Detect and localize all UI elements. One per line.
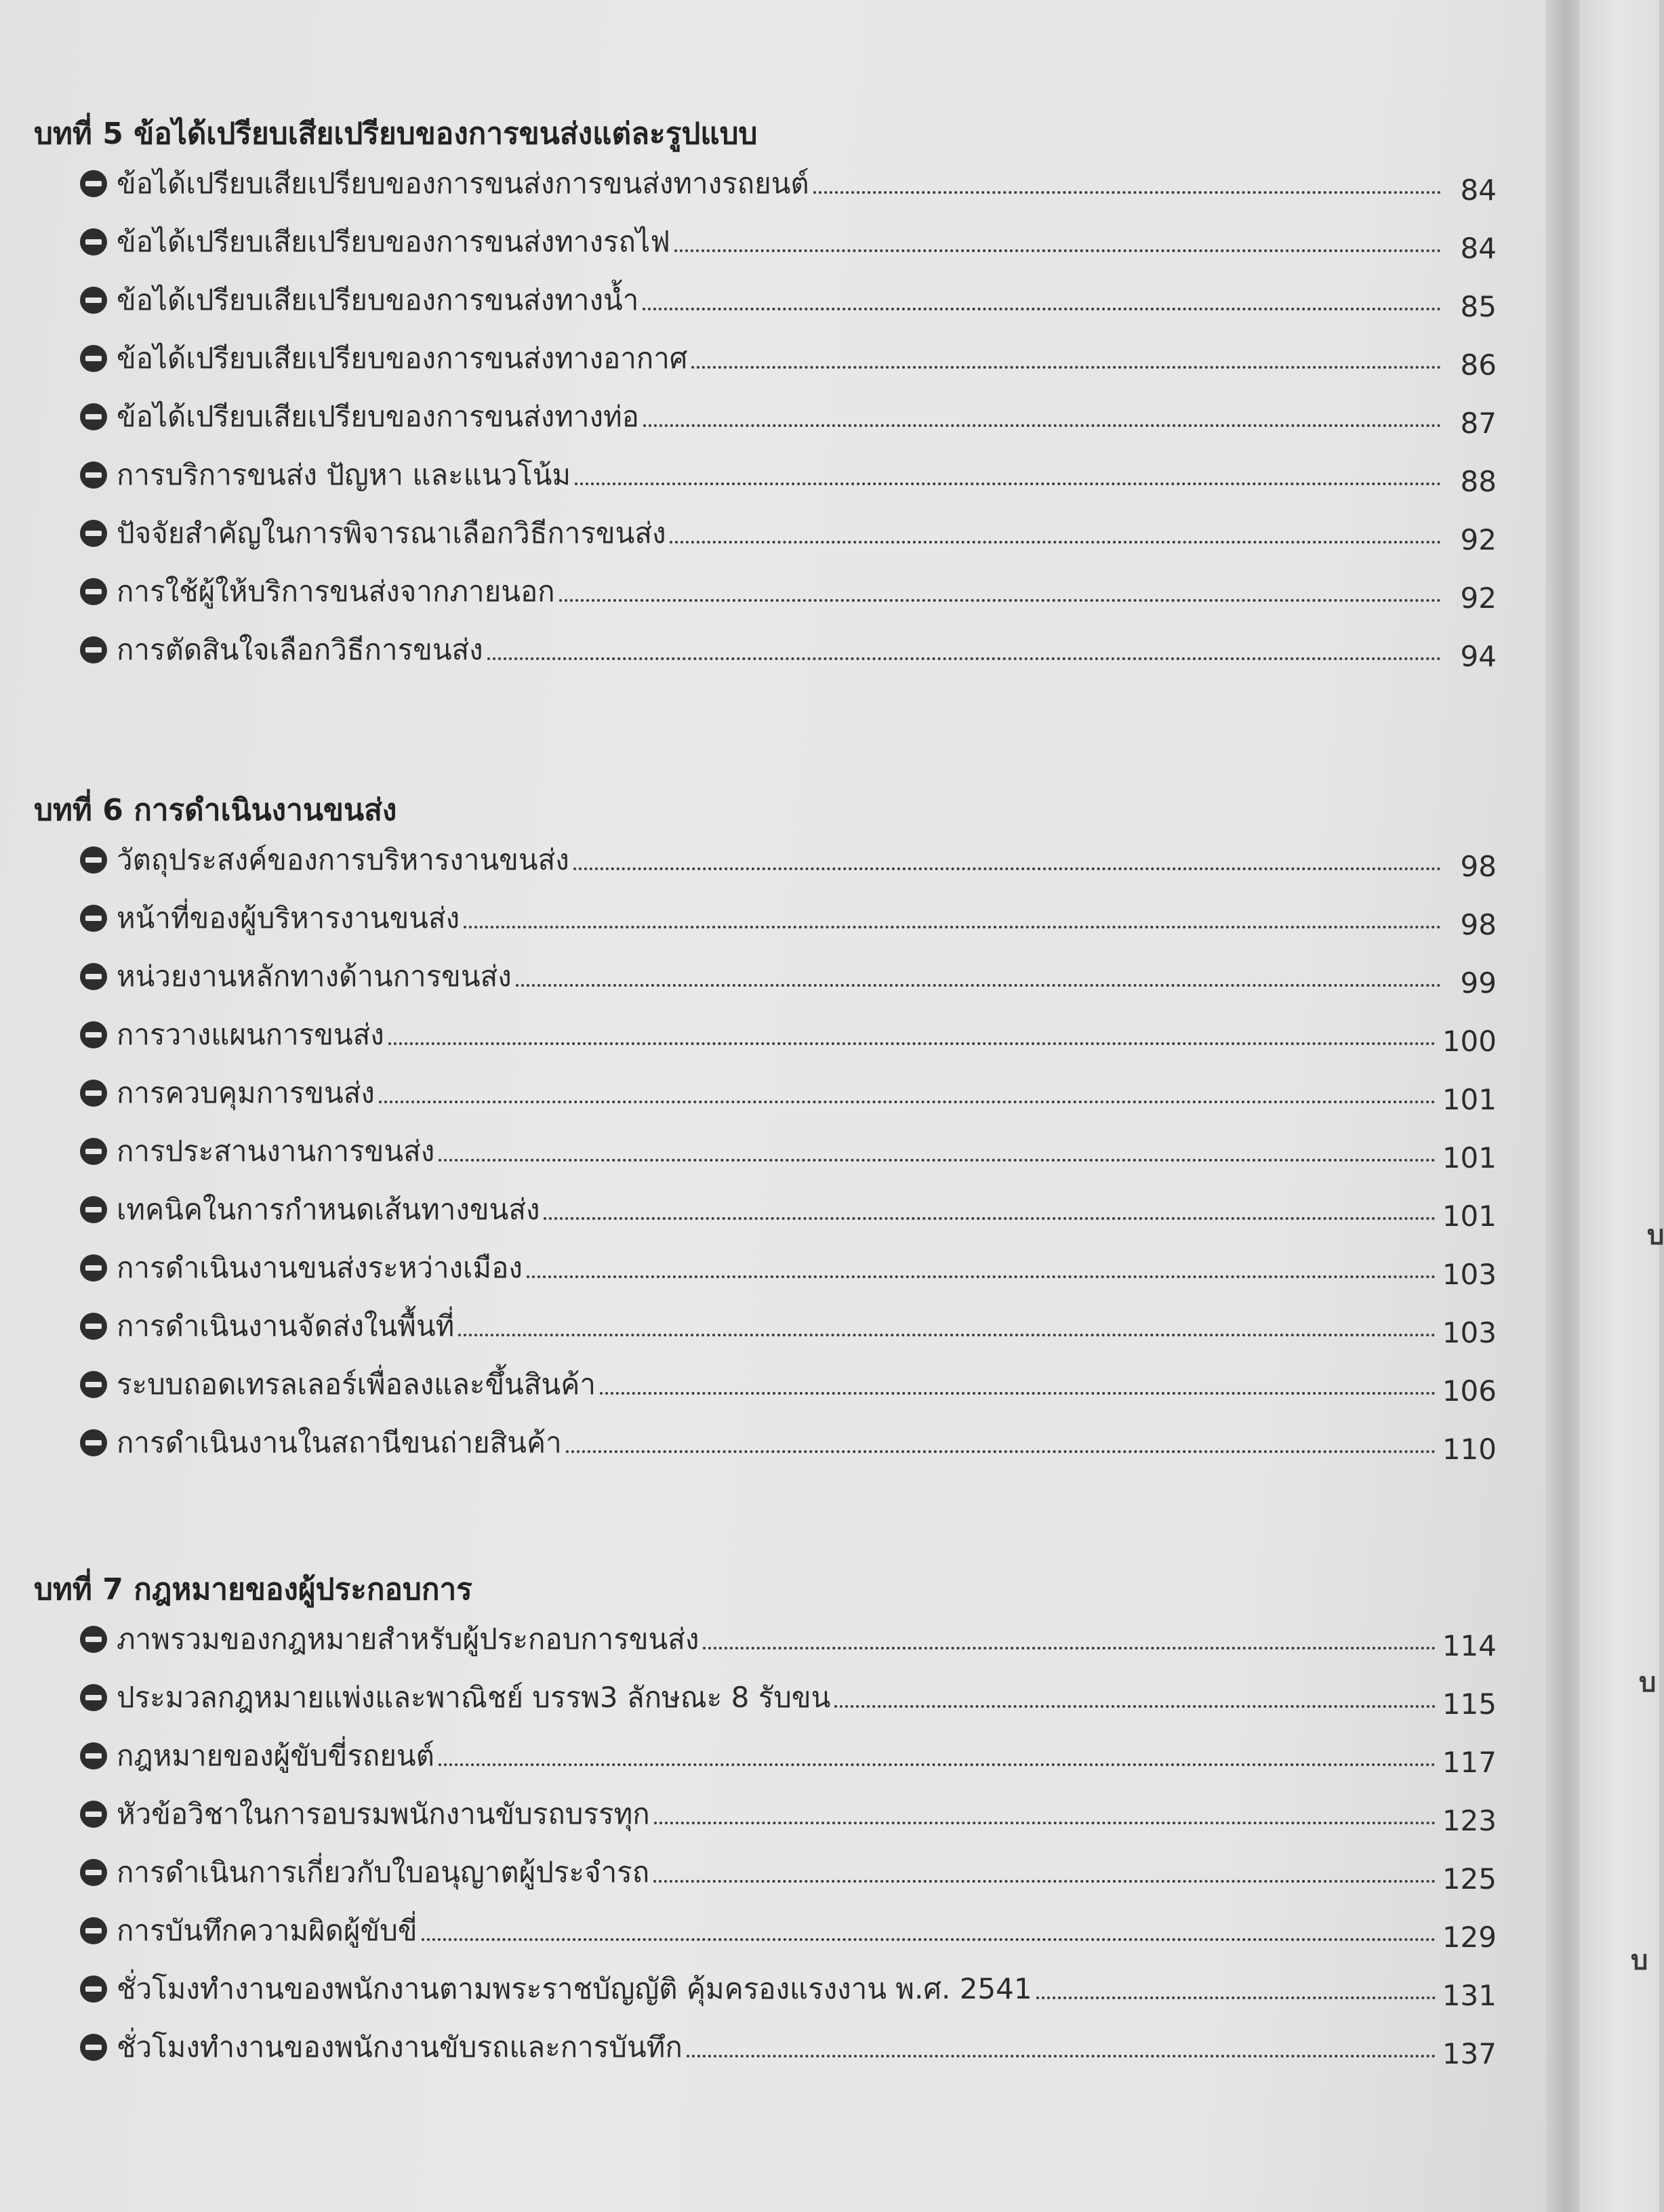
dot-leader xyxy=(575,480,1441,485)
toc-entry xyxy=(80,831,1497,889)
dot-leader xyxy=(439,1761,1436,1766)
toc-entry xyxy=(80,1610,1497,1668)
entry-title: ชั่วโมงทำงานของพนักงานตามพระราชบัญญัติ คุ้มครองแรงงาน พ.ศ. 2541 xyxy=(117,1972,1032,2005)
dot-leader xyxy=(643,422,1441,427)
dot-leader xyxy=(1036,1994,1436,1999)
entry-title: หัวข้อวิชาในการอบรมพนักงานขับรถบรรทุก xyxy=(117,1797,650,1830)
dot-leader xyxy=(487,655,1441,660)
toc-entry xyxy=(80,1122,1497,1181)
toc-entry xyxy=(80,2018,1497,2076)
entry-title: การบริการขนส่ง ปัญหา และแนวโน้ม xyxy=(117,458,571,491)
toc-entry xyxy=(80,1181,1497,1239)
page-number: 99 xyxy=(1460,966,1497,1000)
entry-title: ข้อได้เปรียบเสียเปรียบของการขนส่งทางอากาศ xyxy=(117,342,688,375)
minus-circle-icon xyxy=(80,1313,107,1340)
toc-entry xyxy=(80,947,1497,1006)
page-number: 106 xyxy=(1442,1374,1497,1408)
minus-circle-icon xyxy=(80,1254,107,1282)
toc-entry xyxy=(80,1843,1497,1902)
toc-entry xyxy=(80,213,1497,271)
dot-leader xyxy=(687,2052,1436,2057)
toc-entry xyxy=(80,155,1497,213)
toc-entry xyxy=(80,1064,1497,1122)
page-number: 110 xyxy=(1442,1432,1497,1466)
page-number: 100 xyxy=(1442,1024,1497,1058)
toc-entry xyxy=(80,329,1497,388)
page-number: 88 xyxy=(1460,464,1497,498)
page-number: 92 xyxy=(1460,581,1497,615)
dot-leader xyxy=(674,247,1441,252)
entry-title: การวางแผนการขนส่ง xyxy=(117,1018,384,1051)
page-number: 84 xyxy=(1460,231,1497,265)
page-number: 94 xyxy=(1460,639,1497,673)
chapter-title: บทที่ 7 กฎหมายของผู้ประกอบการ xyxy=(34,1572,472,1607)
entry-title: วัตถุประสงค์ของการบริหารงานขนส่ง xyxy=(117,843,569,876)
entry-title: ข้อได้เปรียบเสียเปรียบของการขนส่งทางน้ำ xyxy=(117,283,639,316)
minus-circle-icon xyxy=(80,228,107,255)
page-number: 131 xyxy=(1442,1978,1497,2012)
toc-entry xyxy=(80,1902,1497,1960)
page-number: 86 xyxy=(1460,348,1497,382)
toc-entry xyxy=(80,1297,1497,1355)
chapter-title: บทที่ 6 การดำเนินงานขนส่ง xyxy=(34,793,397,827)
adjacent-page-fragment: บ xyxy=(1647,1220,1664,1251)
minus-circle-icon xyxy=(80,1429,107,1456)
toc-entry xyxy=(80,1960,1497,2018)
minus-circle-icon xyxy=(80,345,107,372)
dot-leader xyxy=(691,363,1441,369)
dot-leader xyxy=(653,1877,1436,1883)
entry-title: การดำเนินงานขนส่งระหว่างเมือง xyxy=(117,1251,523,1284)
chapter-6 xyxy=(34,790,1497,1472)
toc-entry xyxy=(80,1668,1497,1727)
adjacent-page xyxy=(1579,0,1664,2212)
minus-circle-icon xyxy=(80,1138,107,1165)
page-number: 115 xyxy=(1442,1687,1497,1721)
minus-circle-icon xyxy=(80,520,107,547)
entry-title: การดำเนินงานจัดส่งในพื้นที่ xyxy=(117,1309,455,1343)
dot-leader xyxy=(813,188,1441,194)
minus-circle-icon xyxy=(80,1975,107,2003)
dot-leader xyxy=(834,1702,1436,1708)
page-number: 137 xyxy=(1442,2036,1497,2070)
page-number: 101 xyxy=(1442,1199,1497,1233)
entry-title: ชั่วโมงทำงานของพนักงานขับรถและการบันทึก xyxy=(117,2030,683,2064)
minus-circle-icon xyxy=(80,905,107,932)
minus-circle-icon xyxy=(80,1196,107,1223)
minus-circle-icon xyxy=(80,2034,107,2061)
entry-title: การใช้ผู้ให้บริการขนส่งจากภายนอก xyxy=(117,575,555,608)
chapter-7 xyxy=(34,1570,1497,2076)
dot-leader xyxy=(643,305,1441,310)
entry-title: การควบคุมการขนส่ง xyxy=(117,1076,375,1109)
page-number: 92 xyxy=(1460,523,1497,556)
dot-leader xyxy=(527,1273,1436,1278)
entry-title: ระบบถอดเทรลเลอร์เพื่อลงและขึ้นสินค้า xyxy=(117,1368,596,1401)
entry-title: ข้อได้เปรียบเสียเปรียบของการขนส่งทางรถไฟ xyxy=(117,225,670,258)
entry-title: ข้อได้เปรียบเสียเปรียบของการขนส่งการขนส่งทางรถยนต์ xyxy=(117,167,809,200)
entry-title: เทคนิคในการกำหนดเส้นทางขนส่ง xyxy=(117,1193,540,1226)
toc-entry xyxy=(80,1414,1497,1472)
minus-circle-icon xyxy=(80,287,107,314)
dot-leader xyxy=(566,1448,1436,1453)
dot-leader xyxy=(388,1040,1436,1045)
minus-circle-icon xyxy=(80,578,107,605)
entry-title: ข้อได้เปรียบเสียเปรียบของการขนส่งทางท่อ xyxy=(117,400,639,433)
dot-leader xyxy=(600,1389,1436,1395)
page-number: 87 xyxy=(1460,406,1497,440)
dot-leader xyxy=(544,1214,1435,1220)
dot-leader xyxy=(573,865,1441,870)
minus-circle-icon xyxy=(80,1626,107,1653)
page-number: 125 xyxy=(1442,1862,1497,1896)
toc-entry xyxy=(80,562,1497,621)
dot-leader xyxy=(458,1331,1435,1336)
adjacent-page-fragment: บ xyxy=(1631,1945,1648,1976)
toc-entry xyxy=(80,1785,1497,1843)
toc-entry xyxy=(80,1006,1497,1064)
dot-leader xyxy=(654,1819,1436,1824)
dot-leader xyxy=(559,596,1441,602)
adjacent-page-fragment: บ xyxy=(1639,1667,1657,1698)
book-gutter xyxy=(1545,0,1579,2212)
entry-title: การดำเนินงานในสถานีขนถ่ายสินค้า xyxy=(117,1426,562,1459)
minus-circle-icon xyxy=(80,1742,107,1769)
minus-circle-icon xyxy=(80,1684,107,1711)
toc-entry xyxy=(80,889,1497,947)
toc-entry xyxy=(80,388,1497,446)
minus-circle-icon xyxy=(80,170,107,197)
entry-title: การประสานงานการขนส่ง xyxy=(117,1134,435,1168)
minus-circle-icon xyxy=(80,1080,107,1107)
minus-circle-icon xyxy=(80,963,107,990)
dot-leader xyxy=(670,538,1441,544)
minus-circle-icon xyxy=(80,1021,107,1048)
minus-circle-icon xyxy=(80,1801,107,1828)
dot-leader xyxy=(422,1936,1436,1941)
entry-title: ปัจจัยสำคัญในการพิจารณาเลือกวิธีการขนส่ง xyxy=(117,516,666,550)
minus-circle-icon xyxy=(80,1859,107,1886)
page-number: 101 xyxy=(1442,1082,1497,1116)
toc-entry xyxy=(80,271,1497,329)
page-number: 117 xyxy=(1442,1745,1497,1779)
page-number: 101 xyxy=(1442,1141,1497,1174)
toc-entry xyxy=(80,621,1497,679)
dot-leader xyxy=(439,1156,1436,1162)
page-number: 103 xyxy=(1442,1315,1497,1349)
entry-title: หน้าที่ของผู้บริหารงานขนส่ง xyxy=(117,901,460,935)
entry-title: ประมวลกฎหมายแพ่งและพาณิชย์ บรรพ3 ลักษณะ 8 รับขน xyxy=(117,1681,831,1714)
page-number: 123 xyxy=(1442,1803,1497,1837)
minus-circle-icon xyxy=(80,636,107,663)
toc-entry xyxy=(80,1355,1497,1414)
dot-leader xyxy=(703,1644,1435,1650)
entry-title: การตัดสินใจเลือกวิธีการขนส่ง xyxy=(117,633,483,666)
entry-title: การดำเนินการเกี่ยวกับใบอนุญาตผู้ประจำรถ xyxy=(117,1856,650,1889)
toc-entry xyxy=(80,504,1497,562)
minus-circle-icon xyxy=(80,846,107,874)
toc-entry xyxy=(80,1727,1497,1785)
page-number: 85 xyxy=(1460,289,1497,323)
page-number: 114 xyxy=(1442,1629,1497,1662)
toc-entry xyxy=(80,1239,1497,1297)
dot-leader xyxy=(464,923,1441,928)
minus-circle-icon xyxy=(80,1917,107,1944)
dot-leader xyxy=(516,981,1441,987)
entry-title: การบันทึกความผิดผู้ขับขี่ xyxy=(117,1914,418,1947)
minus-circle-icon xyxy=(80,403,107,430)
page-number: 84 xyxy=(1460,173,1497,207)
chapter-5 xyxy=(34,114,1497,679)
chapter-title: บทที่ 5 ข้อได้เปรียบเสียเปรียบของการขนส่งแต่ละรูปแบบ xyxy=(34,117,758,151)
minus-circle-icon xyxy=(80,1371,107,1398)
page-number: 98 xyxy=(1460,907,1497,941)
entry-title: หน่วยงานหลักทางด้านการขนส่ง xyxy=(117,960,512,993)
toc-entry xyxy=(80,446,1497,504)
dot-leader xyxy=(379,1098,1436,1103)
page-number: 98 xyxy=(1460,849,1497,883)
entry-title: กฎหมายของผู้ขับขี่รถยนต์ xyxy=(117,1739,434,1772)
entry-title: ภาพรวมของกฎหมายสำหรับผู้ประกอบการขนส่ง xyxy=(117,1622,699,1656)
page-number: 129 xyxy=(1442,1920,1497,1954)
minus-circle-icon xyxy=(80,462,107,489)
page-number: 103 xyxy=(1442,1257,1497,1291)
